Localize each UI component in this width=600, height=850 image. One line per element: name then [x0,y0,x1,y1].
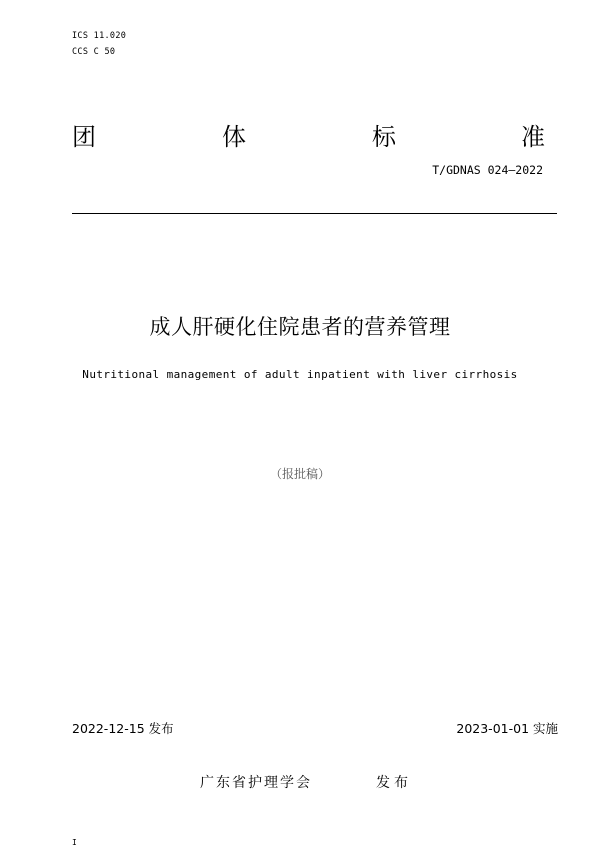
publish-label: 发布 [376,775,412,791]
heading-char-3: 标 [372,123,396,151]
ics-code: ICS 11.020 [72,31,127,41]
ccs-code: CCS C 50 [72,47,116,57]
document-title-cn: 成人肝硬化住院患者的营养管理 [149,315,451,339]
document-title-en: Nutritional management of adult inpatient with liver cirrhosis [82,368,518,381]
heading-char-1: 团 [72,123,96,151]
publish-date: 2022-12-15 发布 [72,721,174,736]
standard-code: T/GDNAS 024—2022 [432,163,543,177]
heading-char-2: 体 [222,123,246,151]
implement-date: 2023-01-01 实施 [456,721,558,736]
page-number: I [72,838,77,847]
header-divider [72,213,557,214]
heading-char-4: 准 [521,123,545,151]
draft-status: （报批稿） [269,467,330,481]
publisher-name: 广东省护理学会 [200,775,312,791]
